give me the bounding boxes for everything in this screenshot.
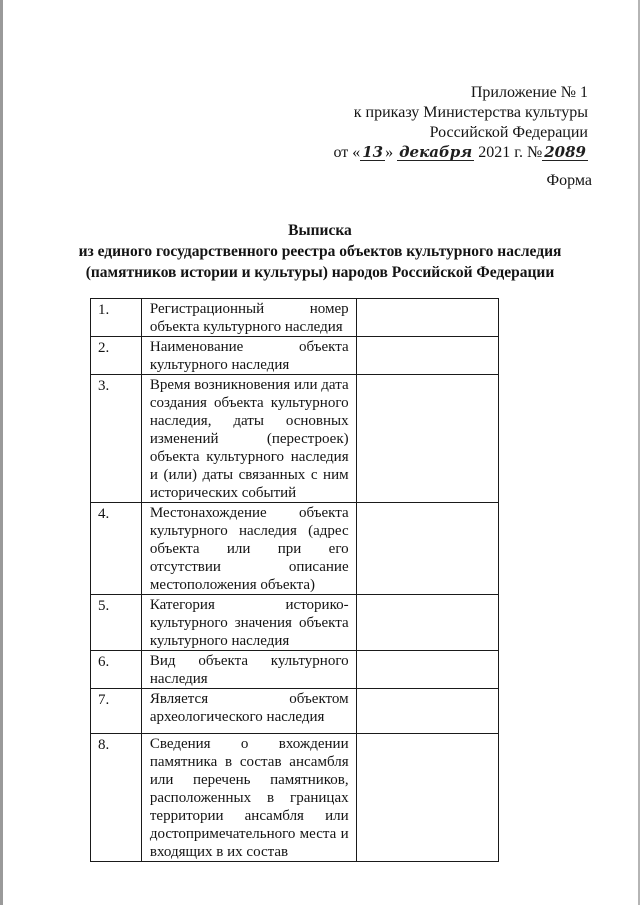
annex-order-ref: к приказу Министерства культуры — [353, 104, 588, 121]
row-value-cell — [356, 689, 498, 734]
date-day-handwritten: 13 — [362, 143, 384, 161]
row-value-cell — [356, 299, 498, 337]
row-number: 7. — [98, 692, 110, 708]
document-heading — [0, 220, 640, 283]
row-number-cell — [91, 337, 142, 375]
scan-left-edge — [0, 0, 3, 905]
heading-title: Выписка — [288, 222, 352, 239]
table-row — [91, 595, 499, 651]
heading-subtitle-1: из единого государственного реестра объектов культурного наследия — [78, 243, 562, 260]
annex-date-line — [333, 143, 588, 163]
row-number: 3. — [98, 378, 110, 394]
table-row — [91, 503, 499, 595]
row-value-cell — [356, 651, 498, 689]
row-label: Категория историко-культурного значения объекта культурного наследия — [149, 597, 349, 649]
row-number-cell — [91, 734, 142, 862]
order-number-handwritten: 2089 — [544, 143, 586, 161]
annex-federation: Российской Федерации — [429, 124, 588, 141]
row-label: Наименование объекта культурного наследия — [149, 339, 349, 373]
row-number: 1. — [98, 302, 110, 318]
row-number: 4. — [98, 506, 110, 522]
row-number: 6. — [98, 654, 110, 670]
row-number: 8. — [98, 737, 110, 753]
row-label-cell — [141, 651, 356, 689]
form-label: Форма — [546, 172, 592, 189]
row-label-cell — [141, 337, 356, 375]
date-prefix: от « — [333, 144, 361, 161]
row-label-cell — [141, 595, 356, 651]
date-month-handwritten: декабря — [399, 143, 473, 161]
row-label: Вид объекта культурного наследия — [149, 653, 349, 687]
row-number-cell — [91, 689, 142, 734]
row-label-cell — [141, 299, 356, 337]
table-row — [91, 734, 499, 862]
table-row — [91, 651, 499, 689]
table-row — [91, 299, 499, 337]
row-label: Регистрационный номер объекта культурного наследия — [149, 301, 349, 335]
table-row — [91, 375, 499, 503]
annex-header — [333, 83, 588, 163]
row-value-cell — [356, 734, 498, 862]
row-label: Сведения о вхождении памятника в состав ансамбля или перечень памятников, расположенных в границах территории ансамбля или достопримечательного места и входящих в их состав — [149, 736, 349, 860]
table-row — [91, 337, 499, 375]
row-label-cell — [141, 503, 356, 595]
row-number-cell — [91, 595, 142, 651]
register-extract-table — [90, 298, 499, 862]
row-label-cell — [141, 375, 356, 503]
annex-title: Приложение № 1 — [470, 84, 588, 101]
date-year: 2021 г. № — [478, 144, 543, 161]
row-value-cell — [356, 375, 498, 503]
row-value-cell — [356, 595, 498, 651]
row-number-cell — [91, 375, 142, 503]
table-row — [91, 689, 499, 734]
row-number-cell — [91, 651, 142, 689]
row-value-cell — [356, 503, 498, 595]
date-mid: » — [385, 144, 394, 161]
row-number: 5. — [98, 598, 110, 614]
row-number-cell — [91, 299, 142, 337]
row-number: 2. — [98, 340, 110, 356]
row-label-cell — [141, 734, 356, 862]
row-label: Время возникновения или дата создания объекта культурного наследия, даты основных изменений (перестроек) объекта культурного наследия и (или) даты связанных с ним исторических событий — [149, 377, 349, 501]
row-label-cell — [141, 689, 356, 734]
row-value-cell — [356, 337, 498, 375]
row-label: Местонахождение объекта культурного наследия (адрес объекта или при его отсутствии описание местоположения объекта) — [149, 505, 349, 593]
heading-subtitle-2: (памятников истории и культуры) народов Российской Федерации — [85, 264, 555, 281]
row-number-cell — [91, 503, 142, 595]
row-label: Является объектом археологического наследия — [149, 691, 349, 725]
